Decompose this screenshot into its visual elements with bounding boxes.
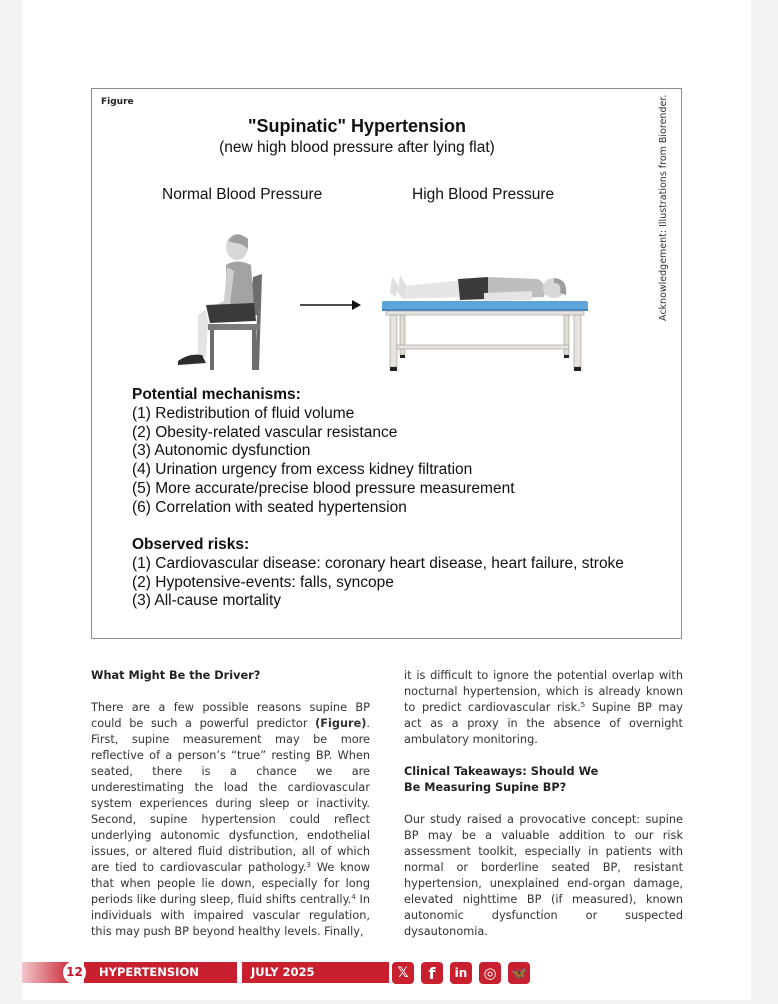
article-column-left	[91, 668, 370, 956]
mechanism-item: (2) Obesity-related vascular resistance	[132, 423, 398, 441]
mechanism-item: (3) Autonomic dysfunction	[132, 442, 311, 460]
supine-person-on-table-icon	[382, 275, 588, 371]
risk-item: (2) Hypotensive-events: falls, syncope	[132, 573, 394, 591]
text: Supine BP may act as a proxy in the absence of overnight ambulatory monitoring.	[404, 701, 683, 746]
text: . First, supine measurement may be more reflective of a person’s “true” resting BP. When seated, there is a chance we are underestimating the load the cardiovascular system experiences during sleep or inactivity. Second, supine hypertension could reflect underlying autonomic dysfunction, endothelial issues, or altered fluid distribution, all of which are tied to cardiovascular pathology.	[91, 717, 370, 874]
risks-title: Observed risks:	[132, 536, 250, 553]
figure-subtitle: (new high blood pressure after lying flat)	[219, 139, 495, 156]
text: There are a few possible reasons supine BP could be such a powerful predictor	[91, 701, 370, 730]
figure-label: Figure	[101, 97, 134, 107]
mechanisms-list	[132, 386, 515, 518]
page	[22, 0, 751, 1000]
mechanism-item: (6) Correlation with seated hypertension	[132, 498, 407, 516]
publication-name: HYPERTENSION NEWS	[84, 962, 237, 983]
paragraph	[404, 668, 683, 748]
section-heading-takeaways: Clinical Takeaways: Should We Be Measuring Supine BP?	[404, 765, 599, 794]
issue-date: JULY 2025	[242, 962, 389, 983]
arrow-right-icon	[300, 300, 361, 310]
figure-illustration	[162, 225, 602, 375]
paragraph: Our study raised a provocative concept: supine BP may be a valuable addition to our risk assessment toolkit, especially in patients with normal or borderline seated BP, resistant hypertension, unexplained end-organ damage, elevated nighttime BP (if measured), known autonomic dysfunction or suspected dysautonomia.	[404, 813, 683, 938]
section-heading-driver: What Might Be the Driver?	[91, 669, 261, 682]
citation-3[interactable]: 3	[306, 861, 311, 869]
mechanism-item: (1) Redistribution of fluid volume	[132, 404, 355, 422]
paragraph	[91, 700, 370, 940]
page-footer	[22, 962, 751, 1000]
risks-list	[132, 536, 624, 611]
x-icon[interactable]: 𝕏	[392, 962, 414, 984]
normal-bp-heading: Normal Blood Pressure	[162, 186, 323, 203]
linkedin-icon[interactable]: in	[450, 962, 472, 984]
text: We know that when people lie down, especially for long periods like during sleep, fluid shifts centrally.	[91, 861, 370, 906]
bluesky-icon[interactable]: 🦋	[508, 962, 530, 984]
facebook-icon[interactable]: f	[421, 962, 443, 984]
citation-4[interactable]: 4	[351, 893, 356, 901]
page-number: 12	[63, 961, 86, 984]
high-bp-heading: High Blood Pressure	[412, 186, 555, 203]
mechanism-item: (5) More accurate/precise blood pressure measurement	[132, 479, 515, 497]
text: In individuals with impaired vascular regulation, this may push BP beyond healthy levels. Finally,	[91, 893, 370, 938]
article-column-right	[404, 668, 683, 956]
citation-5[interactable]: 5	[580, 701, 586, 709]
figure-title: "Supinatic" Hypertension	[247, 116, 467, 136]
figure-reference[interactable]: (Figure)	[315, 717, 367, 730]
figure-box	[91, 88, 682, 639]
risk-item: (1) Cardiovascular disease: coronary heart disease, heart failure, stroke	[132, 554, 624, 572]
mechanism-item: (4) Urination urgency from excess kidney filtration	[132, 461, 473, 479]
acknowledgement: Acknowledgement: Illustrations from Biorender.	[658, 94, 669, 321]
seated-person-icon	[178, 234, 262, 370]
mechanisms-title: Potential mechanisms:	[132, 386, 301, 403]
risk-item: (3) All-cause mortality	[132, 592, 282, 610]
text: it is difficult to ignore the potential overlap with nocturnal hypertension, which is already known to predict cardiovascular risk.	[404, 669, 683, 714]
instagram-icon[interactable]: ◎	[479, 962, 501, 984]
